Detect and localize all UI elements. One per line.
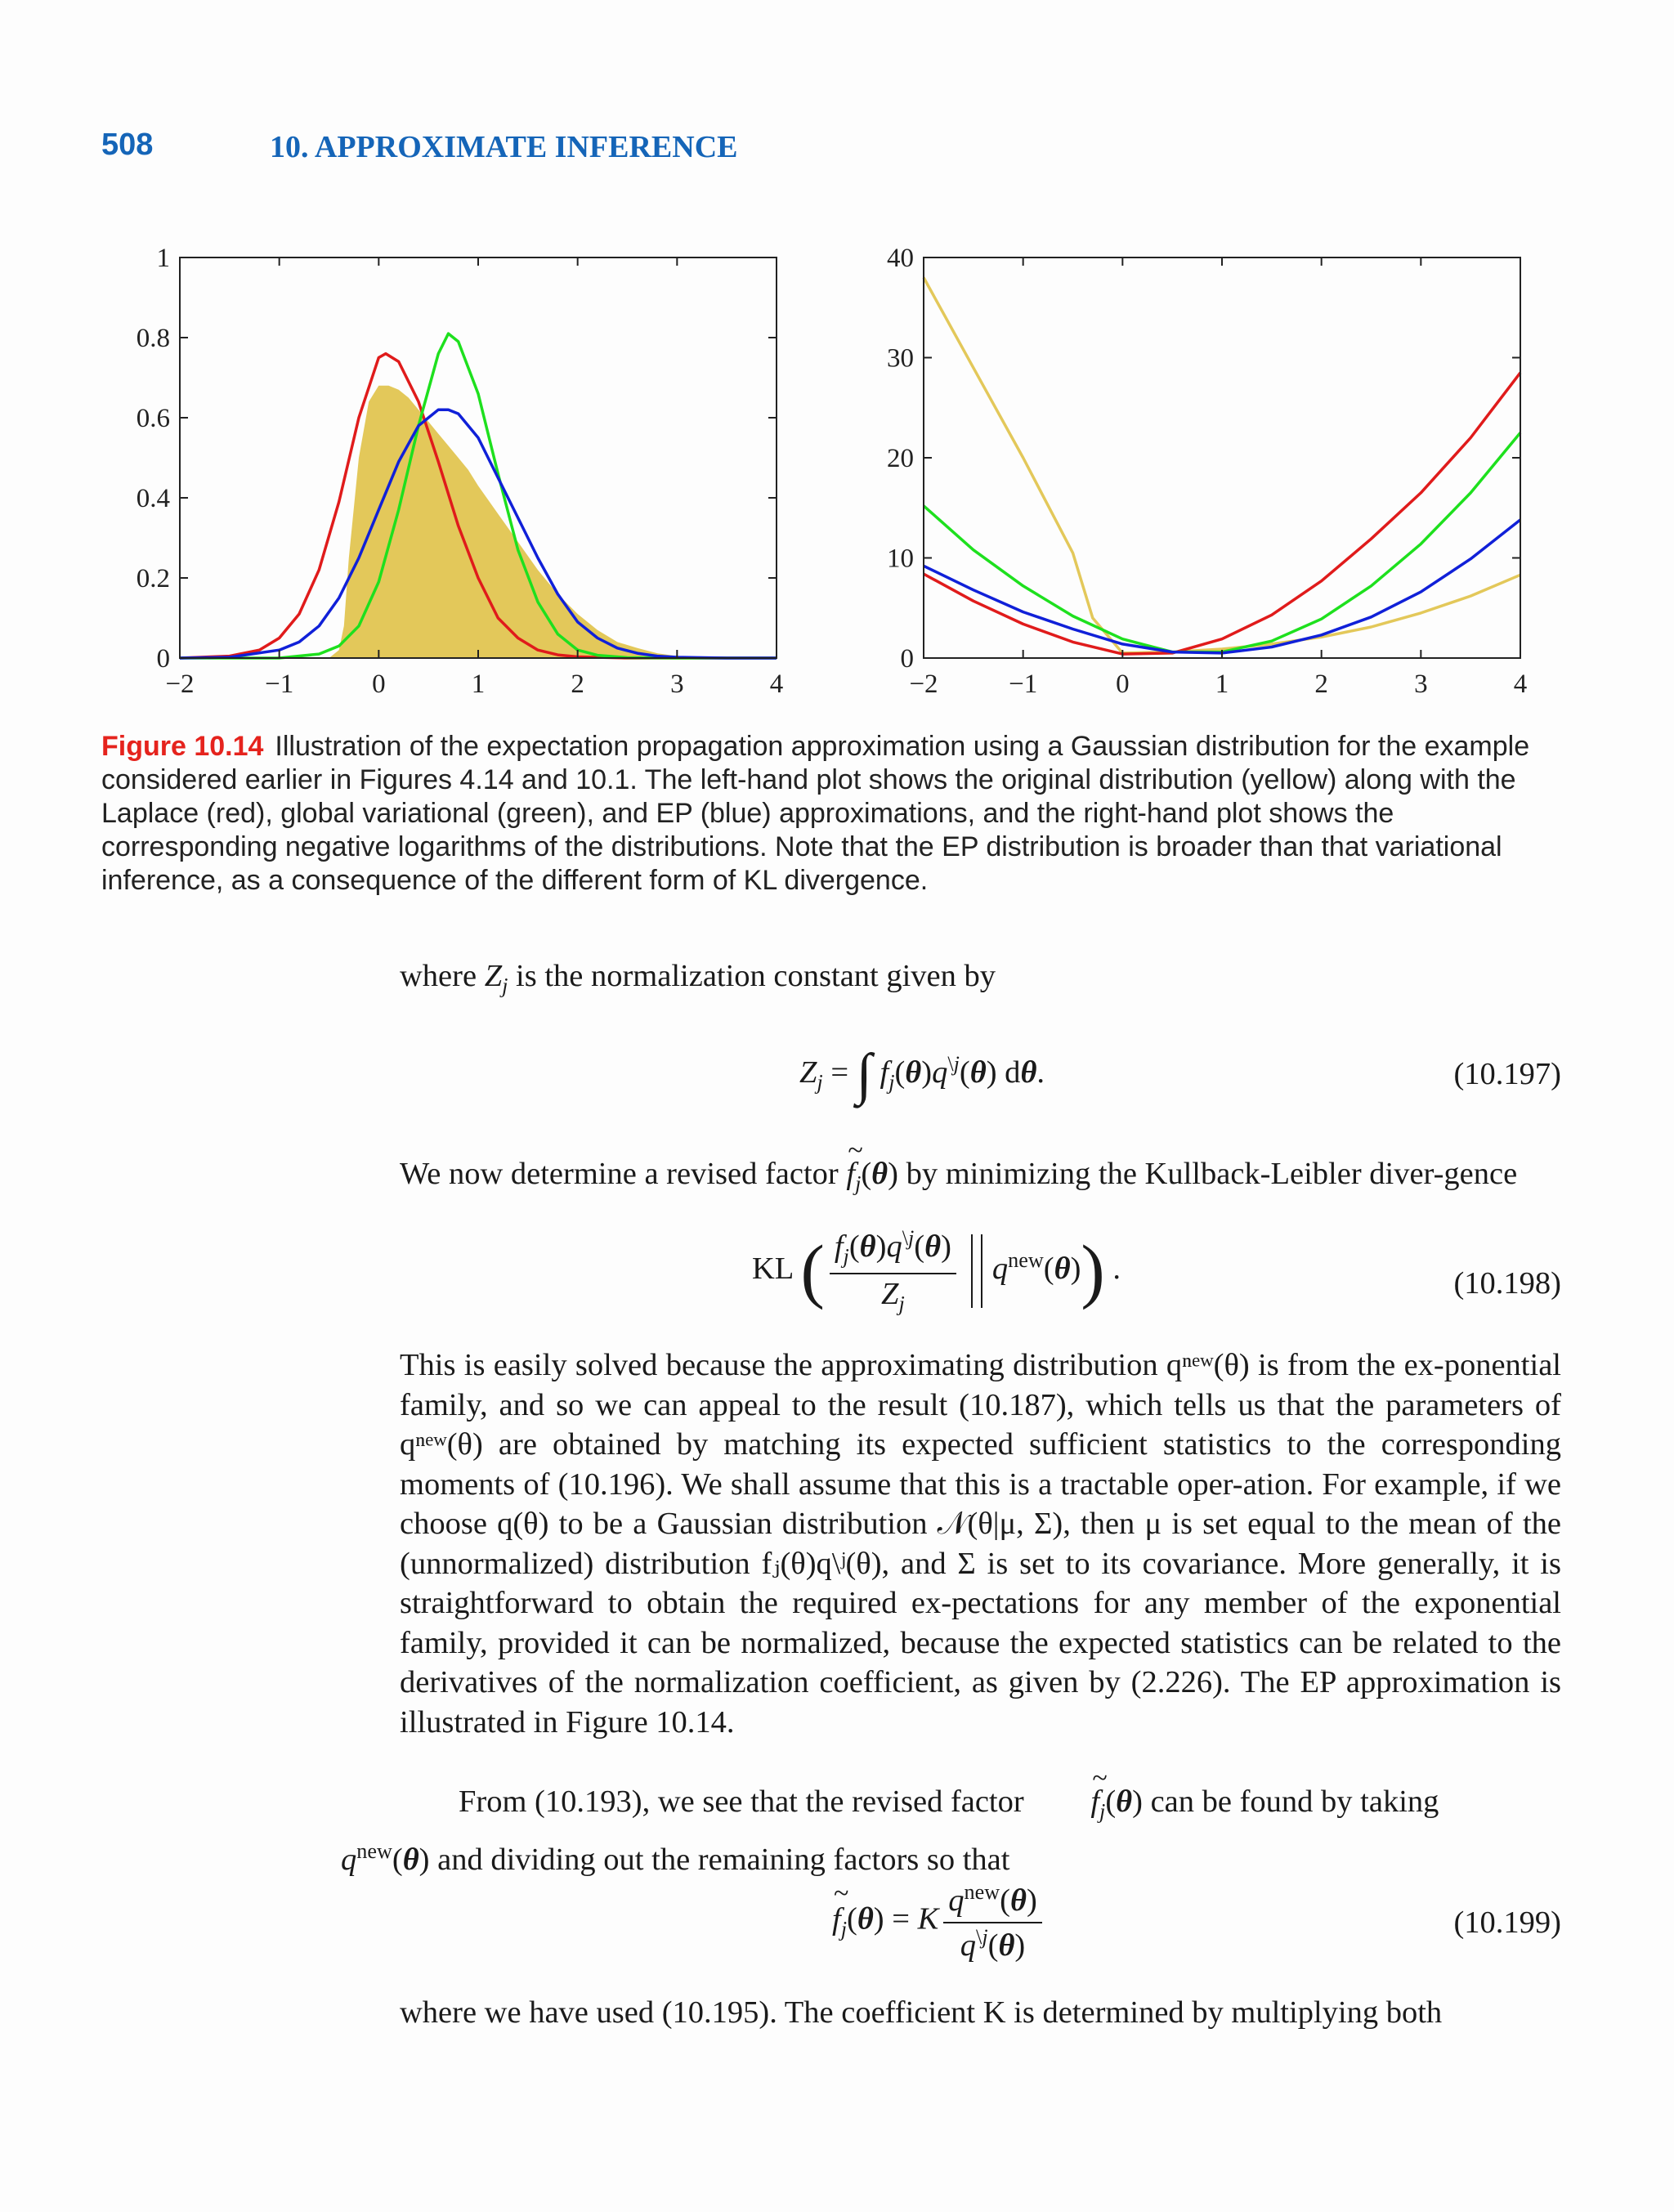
axes-frame bbox=[924, 257, 1520, 658]
series-original-area bbox=[329, 386, 697, 658]
p4-a: From (10.193), we see that the revised factor bbox=[459, 1784, 1032, 1819]
plot-area bbox=[180, 334, 777, 658]
right-plot bbox=[842, 245, 1537, 703]
plot-area bbox=[924, 278, 1520, 655]
page-number: 508 bbox=[101, 128, 154, 162]
x-tick-label: 0 bbox=[372, 669, 386, 699]
x-tick-label: −2 bbox=[165, 669, 195, 699]
x-tick-label: 3 bbox=[1414, 669, 1428, 699]
x-tick-label: 2 bbox=[1314, 669, 1328, 699]
y-tick-label: 40 bbox=[887, 244, 914, 273]
paragraph-5: where we have used (10.195). The coefficient K is determined by multiplying both bbox=[400, 1995, 1443, 2030]
figure-label: Figure 10.14 bbox=[101, 731, 264, 762]
p4-b: can be found by taking bbox=[1142, 1784, 1439, 1819]
equation-number-10-197: (10.197) bbox=[1453, 1057, 1561, 1091]
y-tick-label: 30 bbox=[887, 343, 914, 374]
figure-caption bbox=[101, 730, 1561, 898]
paragraph-2: We now determine a revised factor ~ $f_j(\theta)$ by minimizing the Kullback-Leibler diver-gence bbox=[400, 1154, 1561, 1204]
y-tick-label: 10 bbox=[887, 544, 914, 574]
p1-post: is the normalization constant given by bbox=[508, 959, 996, 993]
y-tick-label: 20 bbox=[887, 444, 914, 473]
x-tick-label: 4 bbox=[769, 669, 784, 699]
equation-number-10-199: (10.199) bbox=[1453, 1905, 1561, 1940]
y-tick-label: 0 bbox=[900, 644, 914, 674]
left-plot bbox=[98, 245, 793, 703]
series-ep-line bbox=[924, 520, 1520, 653]
x-tick-label: 3 bbox=[670, 669, 684, 699]
p1-pre: where bbox=[400, 959, 485, 993]
equation-number-10-198: (10.198) bbox=[1453, 1266, 1561, 1301]
x-tick-label: 1 bbox=[1215, 669, 1229, 699]
x-tick-label: 2 bbox=[571, 669, 584, 699]
x-tick-label: −1 bbox=[1009, 669, 1038, 699]
series-original-line bbox=[924, 278, 1520, 653]
right-plot-svg bbox=[842, 245, 1537, 703]
equation-10-199: ~ $f_j(\theta) = K$ $\frac{q^{new}(\theta)}{q^{\backslash j}(\theta)}$ bbox=[832, 1880, 1047, 1963]
paragraph-4: From (10.193), we see that the revised factor ~ $f_j(\theta)$ can be found by taking $q^{new}(\theta)$ and dividing out the remaining factors so that bbox=[400, 1782, 1561, 1880]
p2-b: by minimizing the Kullback-Leibler diver-gence bbox=[897, 1157, 1518, 1191]
figure-caption-text: Illustration of the expectation propagation approximation using a Gaussian distribution for the example considered earlier in Figures 4.14 and 10.1. The left-hand plot shows the original distribution (yellow) along with the Laplace (red), global variational (green), and EP (blue) approximations, and the right-hand plot shows the corresponding negative logarithms of the distributions. Note that the EP distribution is broader than that variational inference, as a consequence of the different form of KL divergence. bbox=[101, 731, 1530, 896]
p2-a: We now determine a revised factor bbox=[400, 1157, 847, 1191]
x-tick-label: 1 bbox=[471, 669, 486, 699]
y-tick-label: 0.8 bbox=[136, 324, 170, 353]
x-tick-label: −1 bbox=[265, 669, 294, 699]
y-tick-label: 0 bbox=[156, 644, 170, 674]
left-plot-svg bbox=[98, 245, 793, 703]
y-tick-label: 1 bbox=[156, 244, 170, 273]
equation-10-198: KL ( $\frac{f_j(\theta)q^{\backslash j}(\theta)}{Z_j}$ $q^{new}(\theta)$) . bbox=[752, 1226, 1121, 1316]
x-tick-label: −2 bbox=[909, 669, 938, 699]
y-tick-label: 0.6 bbox=[136, 404, 170, 433]
p4-c: and dividing out the remaining factors so that bbox=[429, 1843, 1010, 1878]
series-laplace-line bbox=[924, 373, 1520, 654]
equation-10-197: $Z_j$ = ∫ $f_j(\theta)q^{\backslash j}(\theta)$ dθ. bbox=[799, 1043, 1045, 1106]
y-tick-label: 0.4 bbox=[136, 484, 170, 513]
y-tick-label: 0.2 bbox=[136, 564, 170, 593]
paragraph-3: This is easily solved because the approximating distribution qⁿᵉʷ(θ) is from the ex-ponential family, and so we can appeal to the result (10.187), which tells us that the parameters of qⁿᵉʷ(θ) are obtained by matching its expected sufficient statistics to the corresponding moments of (10.196). We shall assume that this is a tractable oper-ation. For example, if we choose q(θ) to be a Gaussian distribution 𝒩(θ|μ, Σ), then μ is set equal to the mean of the (unnormalized) distribution fⱼ(θ)q\ʲ(θ), and Σ is set to its covariance. More generally, it is straightforward to obtain the required ex-pectations for any member of the exponential family, provided it can be normalized, because the expected statistics can be related to the derivatives of the normalization coefficient, as given by (2.226). The EP approximation is illustrated in Figure 10.14. bbox=[400, 1348, 1561, 1740]
paragraph-1: where $Z_j$ is the normalization constant given by bbox=[400, 959, 996, 998]
chapter-title: 10. APPROXIMATE INFERENCE bbox=[270, 130, 738, 164]
x-tick-label: 4 bbox=[1513, 669, 1528, 699]
x-tick-label: 0 bbox=[1116, 669, 1130, 699]
